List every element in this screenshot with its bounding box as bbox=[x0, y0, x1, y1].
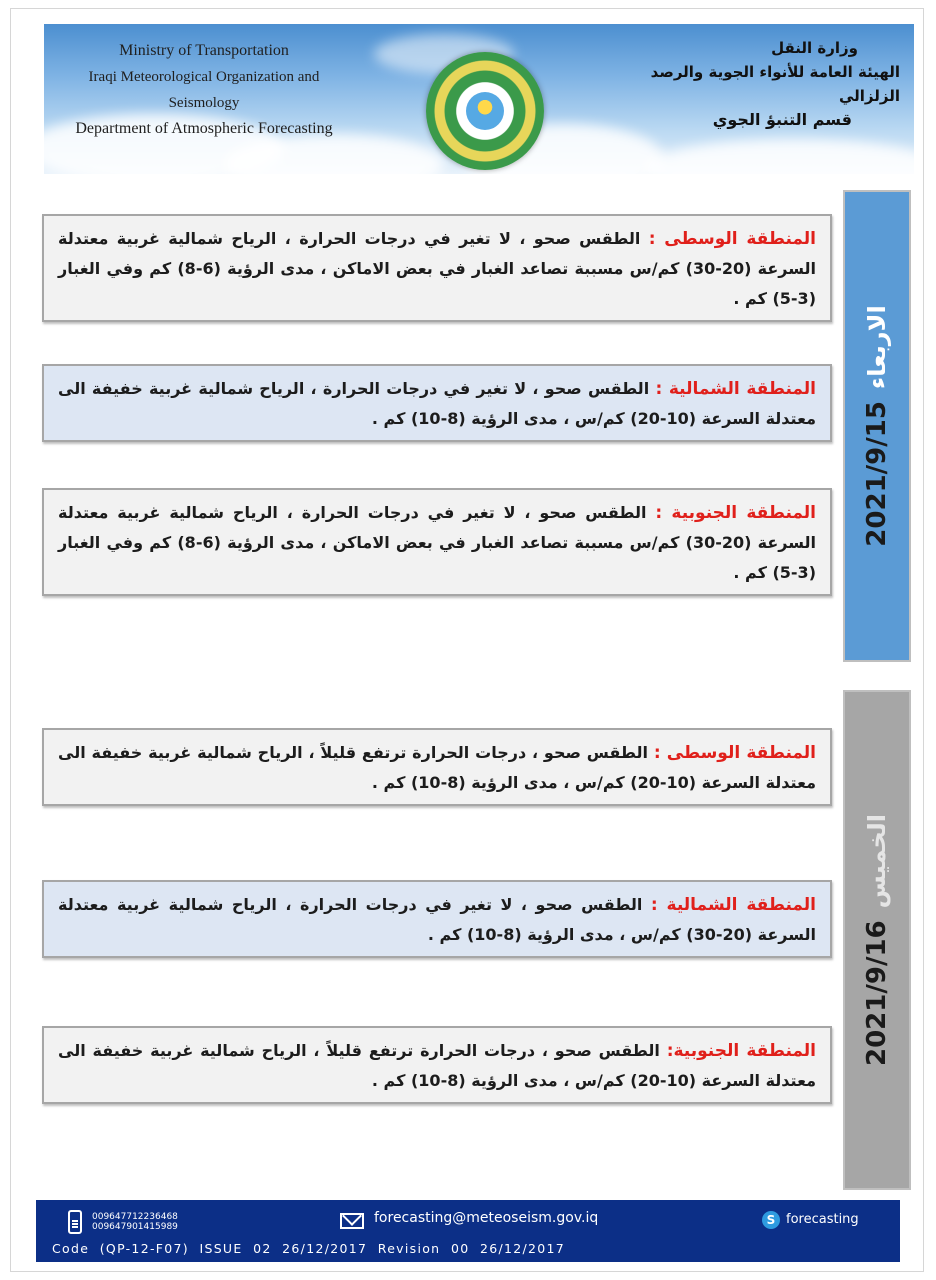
forecast-box-wed-central bbox=[42, 214, 832, 322]
department-name-ar: قسم التنبؤ الجوي bbox=[712, 110, 852, 129]
forecast-box-thu-north bbox=[42, 880, 832, 958]
forecast-box-wed-south bbox=[42, 488, 832, 596]
ministry-name-ar: وزارة النقل bbox=[771, 39, 858, 57]
arabic-heading bbox=[630, 36, 900, 132]
letterhead-banner bbox=[44, 24, 914, 174]
mail-icon bbox=[340, 1213, 364, 1229]
forecast-box-wed-north bbox=[42, 364, 832, 442]
footer-bar bbox=[36, 1200, 900, 1262]
phone-numbers bbox=[92, 1212, 178, 1232]
department-name-en: Department of Atmospheric Forecasting bbox=[75, 120, 333, 137]
forecast-text: الطقس صحو ، درجات الحرارة ترتفع قليلاً ، الرياح شمالية غربية خفيفة الى معتدلة السرعة (10-20) كم/س ، مدى الرؤية (8-10) كم . bbox=[58, 1041, 816, 1090]
region-label: المنطقة الشمالية : bbox=[655, 379, 817, 399]
english-heading bbox=[54, 38, 354, 142]
skype-handle[interactable]: forecasting bbox=[786, 1212, 859, 1227]
forecast-box-thu-south bbox=[42, 1026, 832, 1104]
document-code-line: Code (QP-12-F07) ISSUE 02 26/12/2017 Revision 00 26/12/2017 bbox=[52, 1241, 566, 1256]
phone-number-2: 009647901415989 bbox=[92, 1222, 178, 1232]
day-name: الاربعاء bbox=[863, 305, 891, 390]
organization-name-ar: الهيئة العامة للأنواء الجوية والرصد الزلزالي bbox=[650, 63, 900, 105]
day-panel-wednesday bbox=[843, 190, 911, 662]
contact-email[interactable]: forecasting@meteoseism.gov.iq bbox=[374, 1210, 599, 1226]
day-date: 2021/9/15 bbox=[862, 401, 892, 547]
ministry-name-en: Ministry of Transportation bbox=[119, 42, 289, 59]
phone-number-1: 009647712236468 bbox=[92, 1212, 178, 1222]
day-panel-thursday bbox=[843, 690, 911, 1190]
forecast-text: الطقس صحو ، لا تغير في درجات الحرارة ، الرياح شمالية غربية معتدلة السرعة (20-30) كم/س ، مدى الرؤية (8-10) كم . bbox=[58, 895, 816, 944]
region-label: المنطقة الشمالية : bbox=[650, 895, 816, 915]
day-name: الخميس bbox=[863, 814, 891, 909]
forecast-text: الطقس صحو ، درجات الحرارة ترتفع قليلاً ، الرياح شمالية غربية خفيفة الى معتدلة السرعة (10-20) كم/س ، مدى الرؤية (8-10) كم . bbox=[58, 743, 816, 792]
forecast-text: الطقس صحو ، لا تغير في درجات الحرارة ، الرياح شمالية غربية خفيفة الى معتدلة السرعة (10-20) كم/س ، مدى الرؤية (8-10) كم . bbox=[58, 379, 816, 428]
region-label: المنطقة الوسطى : bbox=[653, 743, 816, 763]
region-label: المنطقة الجنوبية: bbox=[666, 1041, 817, 1061]
day-date: 2021/9/16 bbox=[862, 920, 892, 1066]
region-label: المنطقة الجنوبية : bbox=[655, 503, 816, 523]
skype-icon: S bbox=[762, 1211, 780, 1229]
forecast-text: الطقس صحو ، لا تغير في درجات الحرارة ، الرياح شمالية غربية معتدلة السرعة (20-30) كم/س مسببة تصاعد الغبار في بعض الاماكن ، مدى الرؤية (6-8) كم وفي الغبار (3-5) كم . bbox=[58, 229, 817, 308]
forecast-text: الطقس صحو ، لا تغير في درجات الحرارة ، الرياح شمالية غربية معتدلة السرعة (20-30) كم/س مسببة تصاعد الغبار في بعض الاماكن ، مدى الرؤية (6-8) كم وفي الغبار (3-5) كم . bbox=[58, 503, 817, 582]
organization-name-en: Iraqi Meteorological Organization and Seismology bbox=[88, 69, 320, 111]
organization-logo bbox=[426, 52, 544, 170]
logo-emblem-icon bbox=[466, 92, 504, 130]
forecast-box-thu-central bbox=[42, 728, 832, 806]
phone-icon bbox=[68, 1210, 82, 1234]
region-label: المنطقة الوسطى : bbox=[648, 229, 817, 249]
